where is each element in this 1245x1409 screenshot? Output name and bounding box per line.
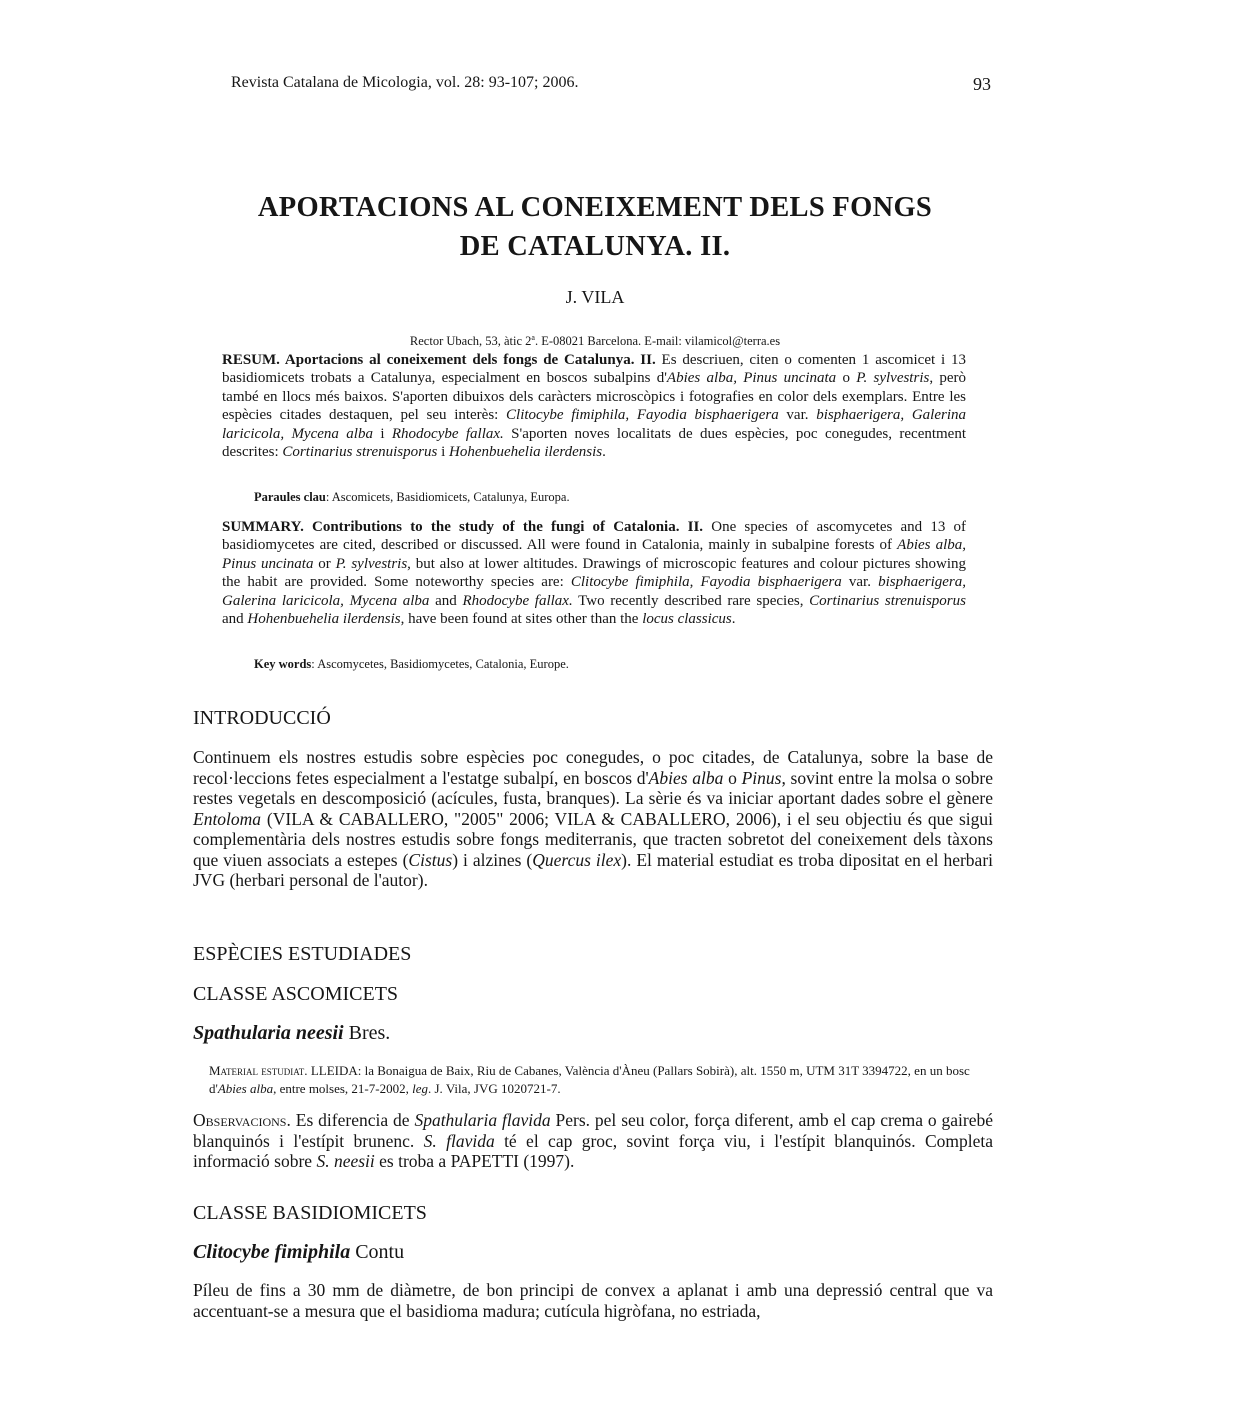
resum-taxon: Rhodocybe fallax. <box>391 425 504 442</box>
resum-text: o <box>836 370 857 387</box>
resum-text: i <box>437 444 449 461</box>
resum-taxon: Cortinarius strenuisporus <box>282 444 438 461</box>
intro-text: , sovint entre la molsa o sobre restes vegetals en descomposició (acícules, fusta, branques). La sèrie és va iniciar aportant dades sobre el gènere <box>193 767 994 808</box>
resum-lead: RESUM. Aportacions al coneixement dels fongs de Catalunya. II. <box>222 352 656 368</box>
observations-text: es troba a PAPETTI (1997). <box>374 1151 575 1171</box>
summary-text: , but also at lower altitudes. Drawings of microscopic features and colour pictures showing the habit are provided. Some noteworthy species are: <box>222 555 967 591</box>
author-name: J. VILA <box>565 287 625 307</box>
resum-text: var. <box>778 407 817 424</box>
summary-taxon: Abies alba, Pinus uncinata <box>222 537 966 572</box>
summary-text: and <box>222 611 248 628</box>
material-text: , entre molses, 21-7-2002, <box>273 1081 413 1096</box>
intro-text: ) i alzines ( <box>452 849 533 870</box>
material-label: Material estudiat. <box>209 1063 308 1078</box>
observations-text: Pers. pel seu color, força diferent, amb el cap crema o gairebé blanquinós i l'estípit brunenc. <box>193 1110 994 1151</box>
keywords-label: Key words <box>254 657 312 671</box>
resum-text: S'aporten noves localitats de dues espècies, poc conegudes, recentment descrites: <box>222 425 967 461</box>
summary-lead: SUMMARY. Contributions to the study of the fungi of Catalonia. II. <box>222 519 704 535</box>
observations-text: té el cap groc, sovint força viu, i l'estípit blanquinós. Completa informació sobre <box>193 1130 993 1171</box>
keywords-list: : Ascomycetes, Basidiomycetes, Catalonia, Europe. <box>311 657 569 671</box>
summary-text: var. <box>841 574 879 591</box>
resum-text: Es descriuen, citen o comenten 1 ascomicet i 13 basidiomicets trobats a Catalunya, especialment en boscos subalpins d' <box>222 352 966 387</box>
species-heading: ESPÈCIES ESTUDIADES <box>193 943 412 965</box>
species-authority: Bres. <box>343 1022 391 1044</box>
journal-citation: Revista Catalana de Micologia, vol. 28: 93-107; 2006. <box>231 74 579 91</box>
resum-text: . <box>602 444 606 461</box>
resum-abstract <box>222 351 966 461</box>
intro-taxon: Entoloma <box>193 808 262 829</box>
observations-text: Es diferencia de <box>290 1110 415 1130</box>
article-title <box>190 188 1000 266</box>
resum-keywords <box>254 490 570 505</box>
class-basidiomicets-heading: CLASSE BASIDIOMICETS <box>193 1202 427 1224</box>
author-address <box>190 333 1000 349</box>
intro-taxon: Quercus ilex <box>532 849 622 870</box>
address-email: . E-08021 Barcelona. E-mail: vilamicol@terra.es <box>534 334 781 349</box>
summary-abstract <box>222 518 966 628</box>
intro-taxon: Pinus <box>741 767 782 788</box>
resum-text: , però també en llocs més baixos. S'aporten dibuixos dels caràcters microscòpics i fotografies en color dels exemplars. Entre les espècies citades destaquen, pel seu interès: <box>222 370 967 424</box>
resum-taxon: Clitocybe fimiphila, Fayodia bisphaerigera <box>506 407 779 424</box>
summary-text: and <box>429 592 463 609</box>
intro-text: o <box>723 767 742 788</box>
material-taxon: Abies alba <box>217 1081 274 1096</box>
summary-taxon: locus classicus <box>642 611 732 628</box>
material-text: . J. Vila, JVG 1020721-7. <box>428 1081 561 1096</box>
summary-text: . <box>731 611 736 628</box>
summary-keywords <box>254 657 569 672</box>
intro-text: (VILA & CABALLERO, "2005" 2006; VILA & CABALLERO, 2006), i el seu objectiu és que sigui complementària dels nostres estudis sobre fongs mediterranis, que tracten sobretot del coneixement dels tàxons que viuen associats a estepes ( <box>193 808 993 870</box>
intro-text: Continuem els nostres estudis sobre espècies poc conegudes, o poc citades, de Catalunya, sobre la base de recol·leccions fetes especialment a l'estatge subalpí, en boscos d' <box>193 747 993 788</box>
species-name: Clitocybe fimiphila <box>193 1241 351 1263</box>
species-name: Spathularia neesii <box>193 1022 344 1044</box>
keywords-label: Paraules clau <box>254 490 326 504</box>
resum-taxon: Hohenbuehelia ilerdensis <box>448 444 603 461</box>
species-clitocybe-fimiphila <box>193 1241 404 1264</box>
intro-taxon: Abies alba <box>648 767 724 788</box>
address-superscript: a <box>531 333 535 342</box>
resum-taxon: bisphaerigera, Galerina laricicola, Mycena alba <box>222 407 966 442</box>
summary-taxon: bisphaerigera, Galerina laricicola, Mycena alba <box>222 574 966 609</box>
species-authority: Contu <box>350 1241 405 1263</box>
species-spathularia-neesii <box>193 1022 390 1045</box>
summary-text: or <box>313 555 336 572</box>
summary-taxon: Hohenbuehelia ilerdensis <box>247 611 401 628</box>
material-text: LLEIDA: la Bonaigua de Baix, Riu de Cabanes, València d'Àneu (Pallars Sobirà), alt. 1550 m, UTM 31T 3394722, en un bosc d' <box>209 1063 970 1096</box>
summary-taxon: Clitocybe fimiphila, Fayodia bisphaerigera <box>570 574 842 591</box>
summary-text: One species of ascomycetes and 13 of basidiomycetes are cited, described or discussed. All were found in Catalonia, mainly in subalpine forests of <box>222 519 966 554</box>
observations-taxon: S. neesii <box>316 1151 375 1171</box>
title-line-2: DE CATALUNYA. II. <box>459 231 731 262</box>
resum-text: i <box>372 425 392 442</box>
intro-taxon: Cistus <box>408 849 453 870</box>
summary-text: Two recently described rare species, <box>572 592 810 609</box>
material-leg: leg <box>412 1081 428 1096</box>
intro-heading: INTRODUCCIÓ <box>193 707 331 729</box>
summary-taxon: P. sylvestris <box>335 555 408 572</box>
observations-taxon: Spathularia flavida <box>414 1110 551 1130</box>
observations-label: Observacions. <box>193 1110 291 1130</box>
observations-taxon: S. flavida <box>423 1130 495 1151</box>
resum-taxon: P. sylvestris <box>856 370 930 387</box>
class-ascomicets-heading: CLASSE ASCOMICETS <box>193 983 399 1005</box>
summary-taxon: Rhodocybe fallax. <box>462 592 573 609</box>
page-number: 93 <box>973 74 991 94</box>
intro-text: ). El material estudiat es troba dipositat en el herbari JVG (herbari personal de l'autor). <box>193 849 994 890</box>
resum-taxon: Abies alba, Pinus uncinata <box>666 370 837 387</box>
intro-paragraph <box>193 747 993 891</box>
summary-text: , have been found at sites other than the <box>400 611 643 628</box>
description-paragraph: Píleu de fins a 30 mm de diàmetre, de bon principi de convex a aplanat i amb una depressió central que va accentuant-se a mesura que el basidioma madura; cutícula higròfana, no estriada, <box>193 1280 993 1321</box>
material-studied <box>209 1062 991 1098</box>
address-text: Rector Ubach, 53, àtic 2 <box>409 334 532 349</box>
title-line-1: APORTACIONS AL CONEIXEMENT DELS FONGS <box>257 192 933 223</box>
summary-taxon: Cortinarius strenuisporus <box>809 592 966 609</box>
observations-paragraph <box>193 1110 993 1172</box>
keywords-list: : Ascomicets, Basidiomicets, Catalunya, Europa. <box>325 490 570 504</box>
